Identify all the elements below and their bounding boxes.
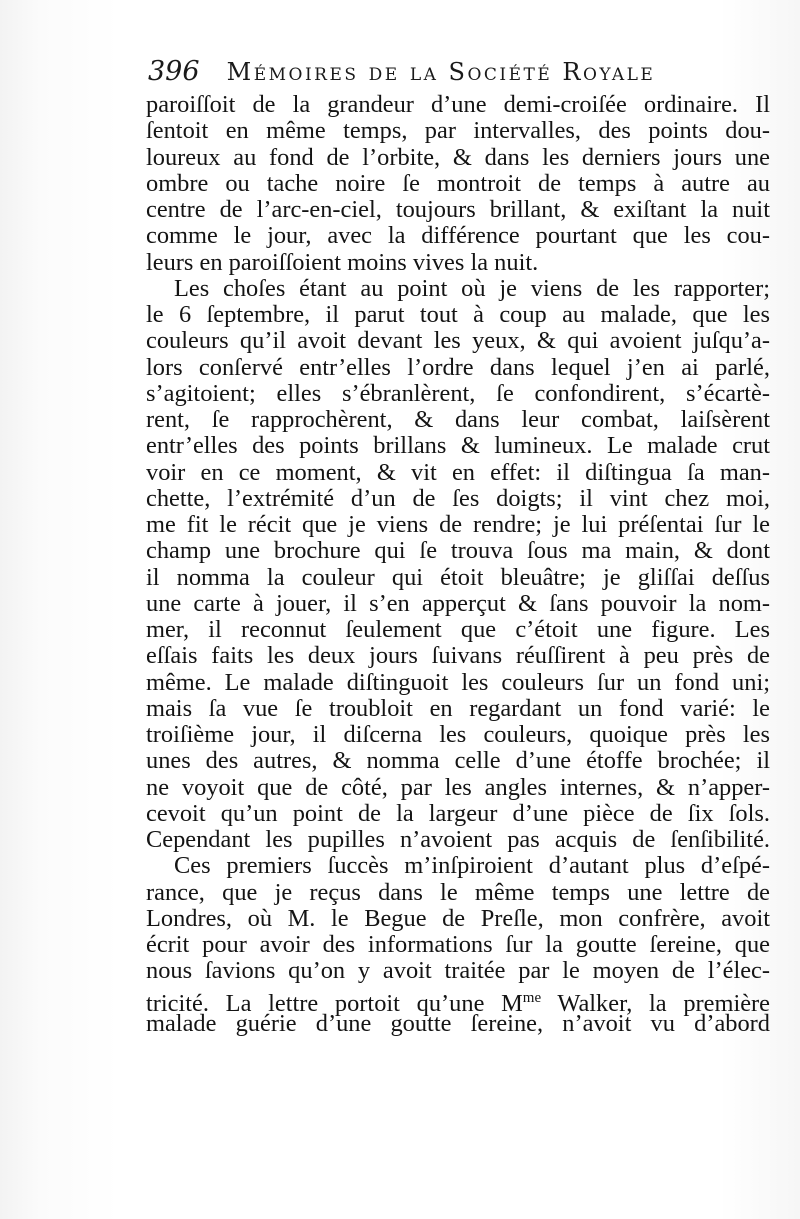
text-line: ne voyoit que de côté, par les angles internes, & n’apper- <box>146 773 770 801</box>
text-line: une carte à jouer, il s’en apperçut & ſans pouvoir la nom- <box>146 589 770 617</box>
text-line: comme le jour, avec la différence pourtant que les cou- <box>146 222 770 250</box>
text-line <box>146 985 771 1017</box>
text-line: même. Le malade diſtinguoit les couleurs ſur un fond uni; <box>146 668 770 696</box>
text-line: eſſais faits les deux jours ſuivans réuſſirent à peu près de <box>146 642 770 670</box>
text-line: mer, il reconnut ſeulement que c’étoit une figure. Les <box>146 616 770 643</box>
text-line: malade guérie d’une goutte ſereine, n’avoit vu d’abord <box>146 1009 770 1037</box>
text-line: loureux au fond de l’orbite, & dans les derniers jours une <box>146 143 770 171</box>
text-line: cevoit qu’un point de la largeur d’une pièce de ſix ſols. <box>146 799 770 827</box>
text-line: mais ſa vue ſe troubloit en regardant un fond varié: le <box>146 694 770 722</box>
text-line: unes des autres, & nomma celle d’une étoffe brochée; il <box>146 747 770 775</box>
text-line: centre de l’arc-en-ciel, toujours brillant, & exiſtant la nuit <box>146 196 770 223</box>
text-line: entr’elles des points brillans & lumineux. Le malade crut <box>146 432 770 460</box>
text-line: rent, ſe rapprochèrent, & dans leur combat, laiſsèrent <box>146 406 770 433</box>
text-line: Cependant les pupilles n’avoient pas acquis de ſenſibilité. <box>146 826 770 853</box>
body-text <box>146 92 770 1037</box>
text-line: chette, l’extrémité d’un de ſes doigts; il vint chez moi, <box>146 484 770 512</box>
page-number: 396 <box>148 56 200 87</box>
text-line-part: Walker, la première <box>541 989 771 1017</box>
text-line: Les choſes étant au point où je viens de les rapporter; <box>174 274 770 302</box>
text-line: Ces premiers ſuccès m’inſpiroient d’autant plus d’eſpé- <box>174 852 770 880</box>
text-line: il nomma la couleur qui étoit bleuâtre; je gliſſai deſſus <box>146 563 770 591</box>
text-line: leurs en paroiſſoient moins vives la nuit. <box>146 248 539 276</box>
page-header <box>148 56 768 87</box>
running-title: Mémoires de la Société Royale <box>226 58 656 86</box>
text-line: rance, que je reçus dans le même temps une lettre de <box>146 878 770 906</box>
text-line: lors conſervé entr’elles l’ordre dans lequel j’en ai parlé, <box>146 353 770 381</box>
text-line-part: tricité. La lettre portoit qu’une M <box>146 989 523 1017</box>
text-line: ſentoit en même temps, par intervalles, des points dou- <box>146 117 770 145</box>
text-line: voir en ce moment, & vit en effet: il diſtingua ſa man- <box>146 458 770 486</box>
text-line: écrit pour avoir des informations ſur la goutte ſereine, que <box>146 931 770 958</box>
superscript: me <box>522 989 542 1006</box>
text-line: champ une brochure qui ſe trouva ſous ma main, & dont <box>146 537 770 565</box>
text-line: couleurs qu’il avoit devant les yeux, & qui avoient juſqu’a- <box>146 327 770 355</box>
text-line: paroiſſoit de la grandeur d’une demi-croiſée ordinaire. Il <box>146 91 770 118</box>
text-line: Londres, où M. le Begue de Preſle, mon confrère, avoit <box>146 904 770 932</box>
text-line: ombre ou tache noire ſe montroit de temps à autre au <box>146 169 770 197</box>
text-line: me fit le récit que je viens de rendre; je lui préſentai ſur le <box>146 511 770 538</box>
text-line: le 6 ſeptembre, il parut tout à coup au malade, que les <box>146 301 770 328</box>
text-line: s’agitoient; elles s’ébranlèrent, ſe confondirent, s’écartè- <box>146 379 770 407</box>
text-line: nous ſavions qu’on y avoit traitée par le moyen de l’élec- <box>146 957 770 985</box>
text-line: troiſième jour, il diſcerna les couleurs, quoique près les <box>146 721 770 748</box>
